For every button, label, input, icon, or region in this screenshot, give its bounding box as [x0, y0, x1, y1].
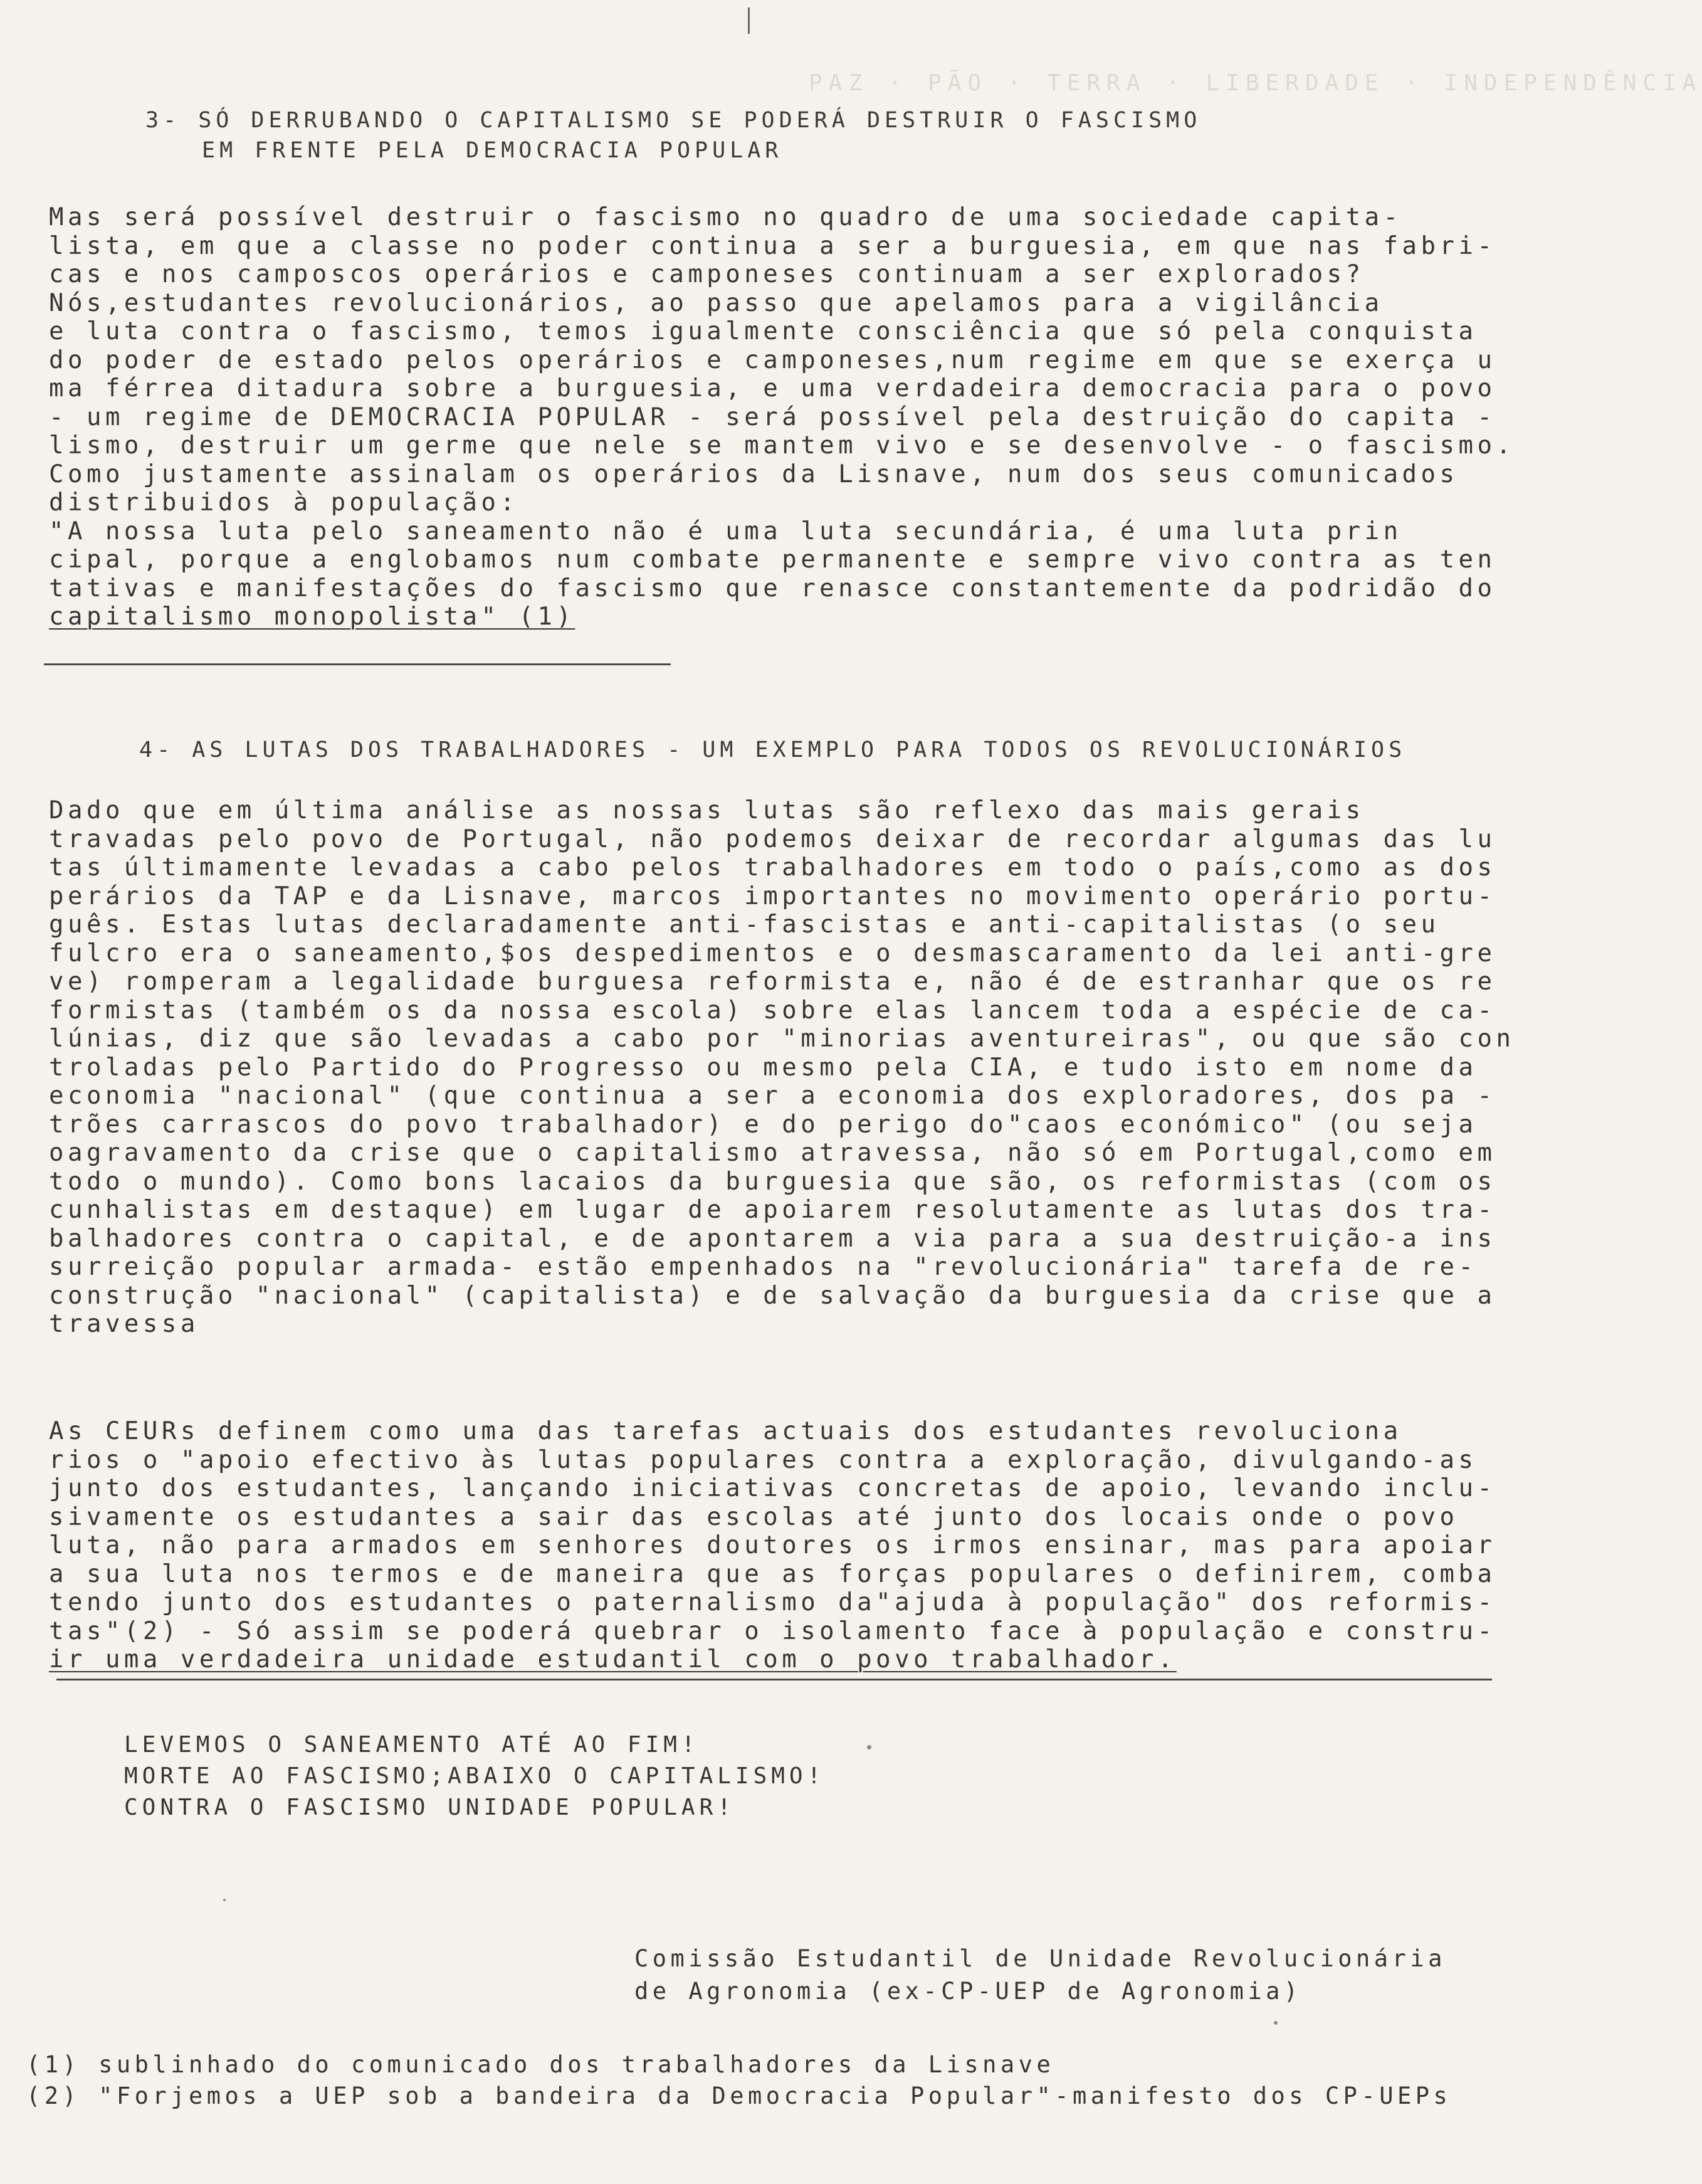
- ink-speck: [867, 1745, 871, 1749]
- quote-line-underlined: capitalismo monopolista" (1): [49, 603, 575, 631]
- text-line: cunhalistas em destaque) em lugar de apoiarem resolutamente as lutas dos tra-: [49, 1196, 1496, 1224]
- section-3-heading-line-2: EM FRENTE PELA DEMOCRACIA POPULAR: [202, 138, 783, 163]
- text-line: economia "nacional" (que continua a ser a economia dos exploradores, dos pa -: [49, 1082, 1496, 1110]
- text-line: luta, não para armados em senhores doutores os irmos ensinar, mas para apoiar: [49, 1531, 1496, 1559]
- footnote: (1) sublinhado do comunicado dos trabalhadores da Lisnave: [26, 2051, 1055, 2078]
- slogan: CONTRA O FASCISMO UNIDADE POPULAR!: [124, 1795, 735, 1820]
- slogan: LEVEMOS O SANEAMENTO ATÉ AO FIM!: [124, 1732, 700, 1758]
- text-line: a sua luta nos termos e de maneira que as forças populares o definirem, comba: [49, 1559, 1496, 1588]
- ink-speck: [223, 1899, 226, 1901]
- quote-line: cipal, porque a englobamos num combate permanente e sempre vivo contra as ten: [49, 546, 1496, 574]
- page-edge-mark: [748, 8, 750, 34]
- text-line: cas e nos camposcos operários e camponeses continuam a ser explorados?: [49, 260, 1365, 288]
- text-line: lista, em que a classe no poder continua a ser a burguesia, em que nas fabri-: [49, 231, 1496, 260]
- text-line-underlined: ir uma verdadeira unidade estudantil com o povo trabalhador.: [49, 1645, 1177, 1674]
- text-line: formistas (também os da nossa escola) sobre elas lancem toda a espécie de ca-: [49, 996, 1496, 1025]
- text-line: Como justamente assinalam os operários da Lisnave, num dos seus comunicados: [49, 460, 1459, 488]
- text-line: do poder de estado pelos operários e camponeses,num regime em que se exerça u: [49, 346, 1496, 374]
- text-line: travessa: [49, 1310, 199, 1338]
- section-4-paragraph-2: [49, 1417, 1503, 1674]
- text-line: As CEURs definem como uma das tarefas actuais dos estudantes revoluciona: [49, 1417, 1402, 1445]
- text-line: junto dos estudantes, lançando iniciativas concretas de apoio, levando inclu-: [49, 1474, 1496, 1502]
- paragraph-underline-rule: [56, 1679, 1492, 1680]
- text-line: balhadores contra o capital, e de apontarem a via para a sua destruição-a ins: [49, 1224, 1496, 1253]
- text-line: - um regime de DEMOCRACIA POPULAR - será possível pela destruição do capita -: [49, 403, 1496, 431]
- ink-speck: [1274, 2021, 1278, 2025]
- text-line: tas últimamente levadas a cabo pelos trabalhadores em todo o país,como as dos: [49, 853, 1496, 882]
- text-line: guês. Estas lutas declaradamente anti-fascistas e anti-capitalistas (o seu: [49, 910, 1440, 939]
- section-4-heading: 4- AS LUTAS DOS TRABALHADORES - UM EXEMPLO PARA TODOS OS REVOLUCIONÁRIOS: [139, 737, 1407, 762]
- text-line: travadas pelo povo de Portugal, não podemos deixar de recordar algumas das lu: [49, 825, 1496, 853]
- signature-line-1: Comissão Estudantil de Unidade Revolucionária: [634, 1945, 1446, 1972]
- text-line: perários da TAP e da Lisnave, marcos importantes no movimento operário portu-: [49, 882, 1496, 910]
- footnotes: [26, 2049, 1451, 2112]
- text-line: surreição popular armada- estão empenhados na "revolucionária" tarefa de re-: [49, 1253, 1478, 1281]
- text-line: sivamente os estudantes a sair das escolas até junto dos locais onde o povo: [49, 1502, 1459, 1531]
- signature-line-2: de Agronomia (ex-CP-UEP de Agronomia): [634, 1978, 1302, 2005]
- text-line: oagravamento da crise que o capitalismo atravessa, não só em Portugal,como em: [49, 1139, 1496, 1167]
- text-line: tas"(2) - Só assim se poderá quebrar o isolamento face à população e constru-: [49, 1617, 1496, 1645]
- text-line: Dado que em última análise as nossas lutas são reflexo das mais gerais: [49, 796, 1365, 825]
- faded-bleedthrough-header: PAZ · PÃO · TERRA · LIBERDADE · INDEPENDÊNCIA: [809, 70, 1702, 96]
- text-line: lúnias, diz que são levadas a cabo por "minorias aventureiras", ou que são con: [49, 1025, 1515, 1053]
- section-4-paragraph-1: [49, 796, 1515, 1339]
- quote-line: tativas e manifestações do fascismo que renasce constantemente da podridão do: [49, 574, 1496, 603]
- section-3-paragraph: [49, 203, 1515, 631]
- text-line: fulcro era o saneamento,$os despedimentos e o desmascaramento da lei anti-gre: [49, 939, 1496, 968]
- section-3-heading-line-1: 3- SÓ DERRUBANDO O CAPITALISMO SE PODERÁ DESTRUIR O FASCISMO: [145, 108, 1202, 133]
- text-line: Mas será possível destruir o fascismo no quadro de uma sociedade capita-: [49, 203, 1402, 231]
- text-line: todo o mundo). Como bons lacaios da burguesia que são, os reformistas (com os: [49, 1167, 1496, 1196]
- footnote: (2) "Forjemos a UEP sob a bandeira da Democracia Popular"-manifesto dos CP-UEPs: [26, 2082, 1452, 2109]
- text-line: lismo, destruir um germe que nele se mantem vivo e se desenvolve - o fascismo.: [49, 431, 1515, 460]
- text-line: Nós,estudantes revolucionários, ao passo que apelamos para a vigilância: [49, 288, 1384, 317]
- text-line: troladas pelo Partido do Progresso ou mesmo pela CIA, e tudo isto em nome da: [49, 1053, 1478, 1082]
- text-line: rios o "apoio efectivo às lutas populares contra a exploração, divulgando-as: [49, 1445, 1478, 1474]
- text-line: e luta contra o fascismo, temos igualmente consciência que só pela conquista: [49, 317, 1478, 346]
- slogans-block: [124, 1729, 825, 1823]
- quote-line: "A nossa luta pelo saneamento não é uma luta secundária, é uma luta prin: [49, 517, 1402, 546]
- quote-underline-rule: [44, 663, 671, 665]
- text-line: construção "nacional" (capitalista) e de salvação da burguesia da crise que a: [49, 1281, 1496, 1310]
- text-line: trões carrascos do povo trabalhador) e do perigo do"caos económico" (ou seja: [49, 1110, 1478, 1139]
- text-line: tendo junto dos estudantes o paternalismo da"ajuda à população" dos reformis-: [49, 1588, 1496, 1617]
- signature-block: [634, 1943, 1446, 2008]
- slogan: MORTE AO FASCISMO;ABAIXO O CAPITALISMO!: [124, 1763, 826, 1789]
- text-line: ma férrea ditadura sobre a burguesia, e uma verdadeira democracia para o povo: [49, 374, 1496, 403]
- text-line: ve) romperam a legalidade burguesa reformista e, não é de estranhar que os re: [49, 968, 1496, 996]
- text-line: distribuidos à população:: [49, 488, 519, 517]
